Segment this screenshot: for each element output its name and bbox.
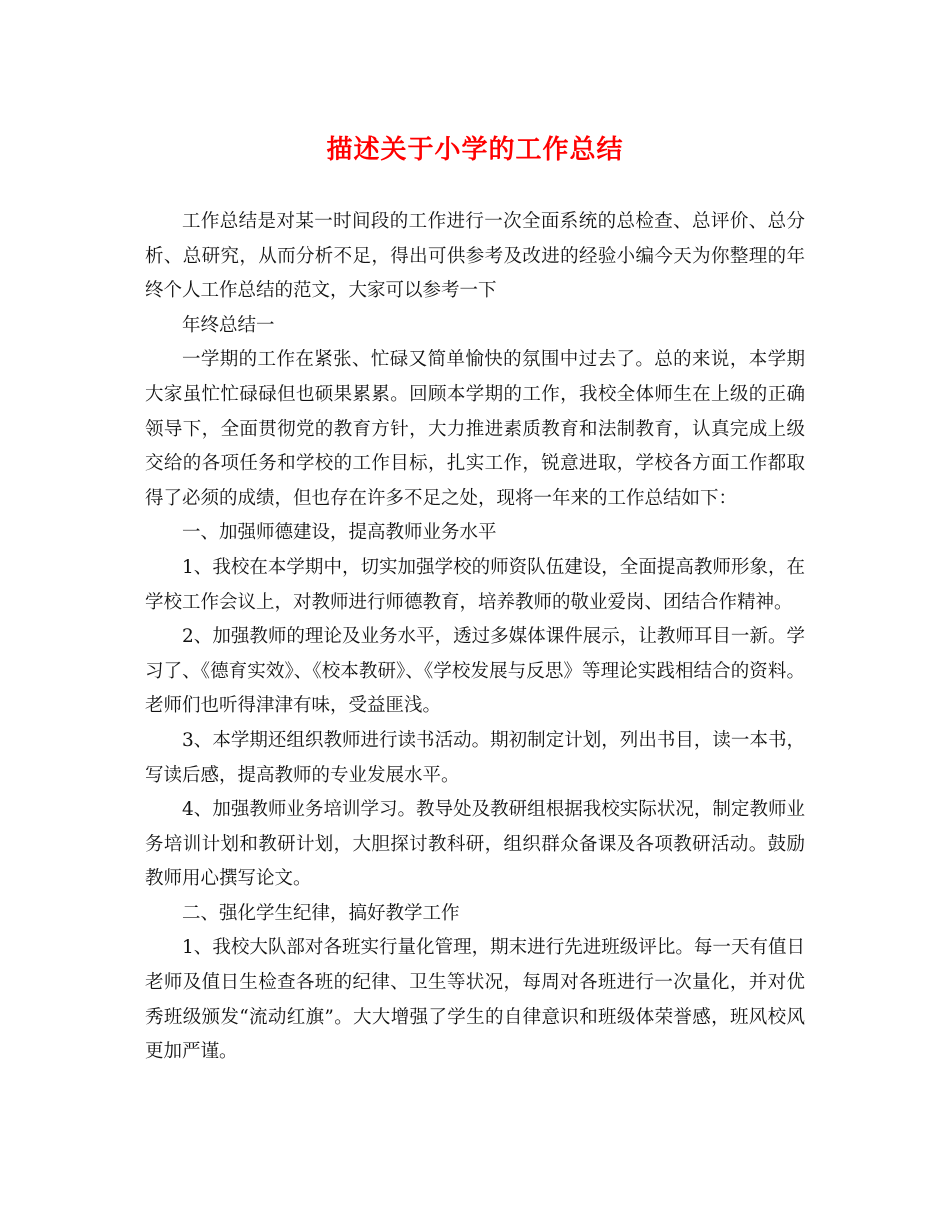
section-heading-teacher-ethics: 一、加强师德建设，提高教师业务水平 bbox=[182, 522, 497, 544]
paragraph-item-2: 2、加强教师的理论及业务水平，透过多媒体课件展示，让教师耳目一新。学习了、《德育实效》、《校本教研》、《学校发展与反思》等理论实践相结合的资料。老师们也听得津津有味，受益匪浅。 bbox=[145, 626, 805, 717]
paragraph-discipline-item-1: 1、我校大队部对各班实行量化管理，期末进行先进班级评比。每一天有值日老师及值日生检查各班的纪律、卫生等状况，每周对各班进行一次量化，并对优秀班级颁发“流动红旗”。大大增强了学生的自律意识和班级体荣誉感，班风校风更加严谨。 bbox=[145, 937, 805, 1063]
section-heading-student-discipline: 二、强化学生纪律，搞好教学工作 bbox=[182, 902, 460, 924]
section-heading-summary-one: 年终总结一 bbox=[182, 314, 275, 336]
paragraph-item-3: 3、本学期还组织教师进行读书活动。期初制定计划，列出书目，读一本书，写读后感，提高教师的专业发展水平。 bbox=[145, 729, 805, 786]
paragraph-overview: 一学期的工作在紧张、忙碌又简单愉快的氛围中过去了。总的来说，本学期大家虽忙忙碌碌但也硕果累累。回顾本学期的工作，我校全体师生在上级的正确领导下，全面贯彻党的教育方针，大力推进素质教育和法制教育，认真完成上级交给的各项任务和学校的工作目标，扎实工作，锐意进取，学校各方面工作都取得了必须的成绩，但也存在许多不足之处，现将一年来的工作总结如下： bbox=[145, 349, 805, 509]
paragraph-item-4: 4、加强教师业务培训学习。教导处及教研组根据我校实际状况，制定教师业务培训计划和教研计划，大胆探讨教科研，组织群众备课及各项教研活动。鼓励教师用心撰写论文。 bbox=[145, 799, 805, 890]
paragraph-item-1: 1、我校在本学期中，切实加强学校的师资队伍建设，全面提高教师形象，在学校工作会议上，对教师进行师德教育，培养教师的敬业爱岗、团结合作精神。 bbox=[145, 556, 805, 613]
paragraph-intro: 工作总结是对某一时间段的工作进行一次全面系统的总检查、总评价、总分析、总研究，从而分析不足，得出可供参考及改进的经验小编今天为你整理的年终个人工作总结的范文，大家可以参考一下 bbox=[145, 211, 805, 302]
document-body bbox=[145, 205, 805, 1070]
document-title: 描述关于小学的工作总结 bbox=[326, 135, 624, 165]
